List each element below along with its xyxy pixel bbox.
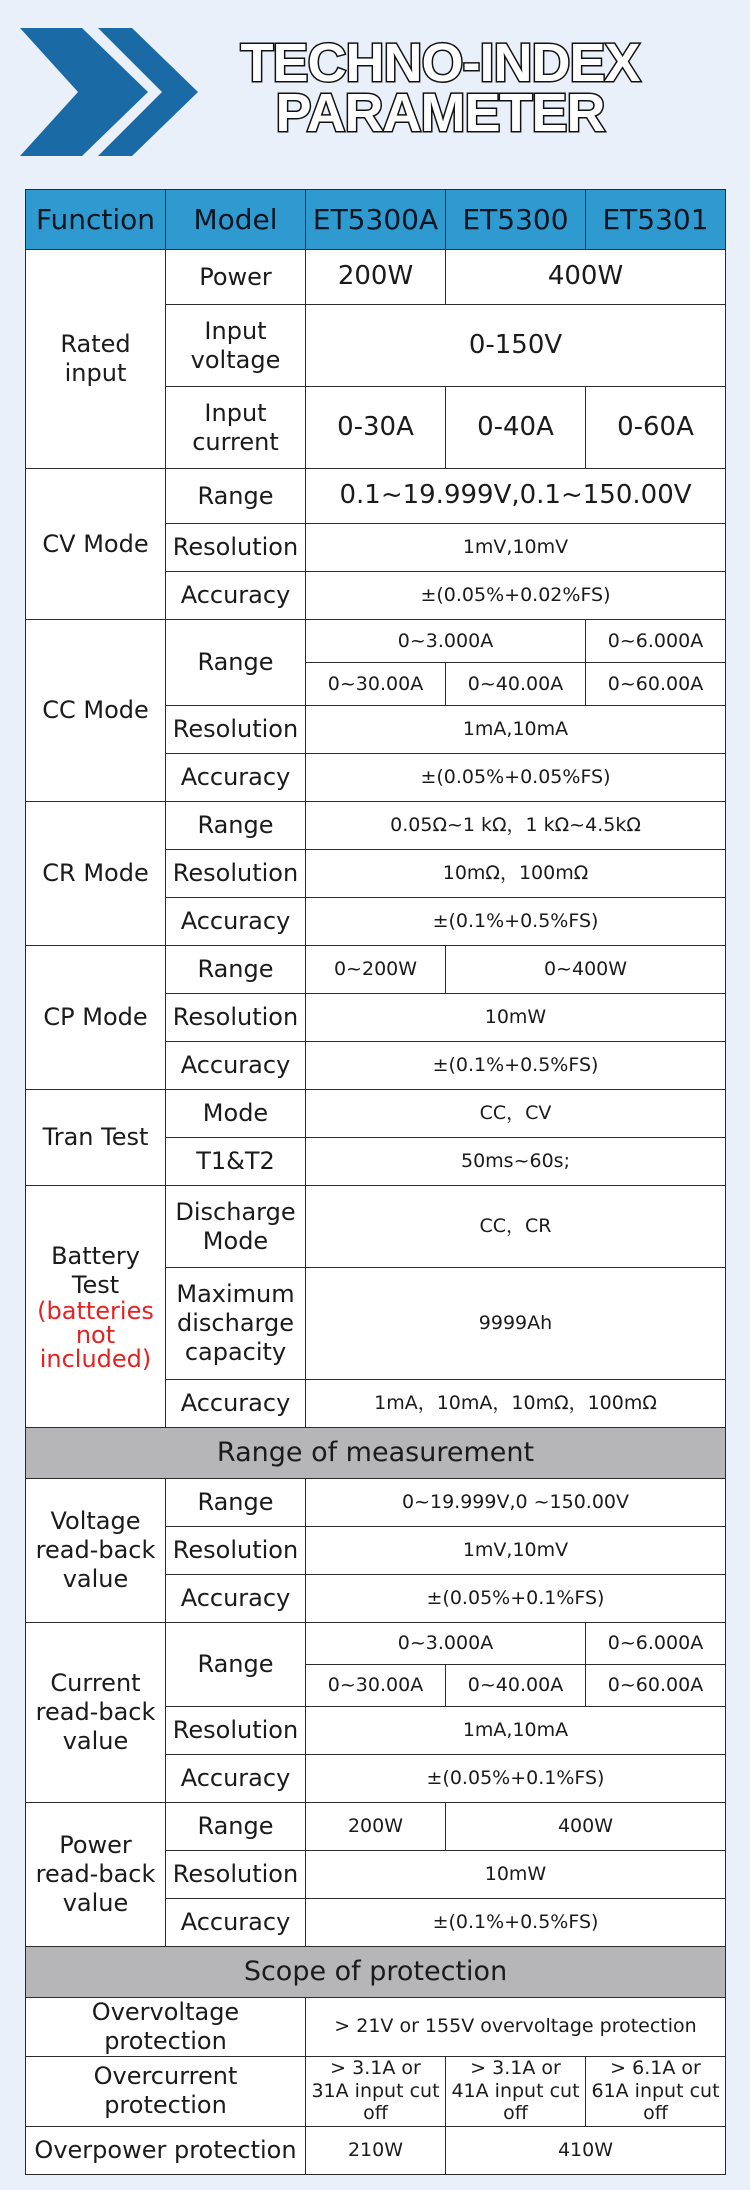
table-row: [26, 620, 726, 663]
param-label: T1&T2: [166, 1138, 306, 1186]
chevron-right-icon: [20, 22, 200, 162]
value-cell: 1mA，10mA，10mΩ，100mΩ: [306, 1380, 726, 1428]
spec-table: [25, 189, 726, 2175]
param-label: Accuracy: [166, 572, 306, 620]
value-cell: 9999Ah: [306, 1268, 726, 1380]
protection-label: Overpower protection: [26, 2126, 306, 2174]
title-line-1: TECHNO-INDEX: [240, 33, 640, 93]
param-label: Range: [166, 1479, 306, 1527]
value-cell: 0~3.000A: [306, 620, 586, 663]
value-cell: 0-150V: [306, 305, 726, 387]
value-cell: 0.1~19.999V,0.1~150.00V: [306, 469, 726, 524]
table-row: [26, 1186, 726, 1268]
table-row: [26, 2126, 726, 2174]
value-cell: ±(0.05%+0.02%FS): [306, 572, 726, 620]
param-label: Resolution: [166, 706, 306, 754]
param-label: Accuracy: [166, 1042, 306, 1090]
value-cell: 210W: [306, 2126, 446, 2174]
function-label: Rated input: [26, 250, 166, 469]
value-cell: 400W: [446, 1803, 726, 1851]
function-label: CV Mode: [26, 469, 166, 620]
value-cell: 0~6.000A: [586, 1623, 726, 1665]
param-label: Resolution: [166, 1527, 306, 1575]
value-cell: 50ms~60s;: [306, 1138, 726, 1186]
value-cell: > 21V or 155V overvoltage protection: [306, 1998, 726, 2057]
param-label: Accuracy: [166, 898, 306, 946]
value-cell: 0~6.000A: [586, 620, 726, 663]
value-cell: 1mA,10mA: [306, 1707, 726, 1755]
value-cell: ±(0.05%+0.05%FS): [306, 754, 726, 802]
param-label: Accuracy: [166, 1575, 306, 1623]
param-label: Maximum discharge capacity: [166, 1268, 306, 1380]
param-label: Mode: [166, 1090, 306, 1138]
battery-test-label: Battery Test: [51, 1241, 140, 1299]
function-label: Current read-back value: [26, 1623, 166, 1803]
value-cell: ±(0.05%+0.1%FS): [306, 1575, 726, 1623]
param-label: Range: [166, 802, 306, 850]
table-row: [26, 1623, 726, 1665]
table-row: [26, 469, 726, 524]
value-cell: 0~60.00A: [586, 663, 726, 706]
value-cell: 10mW: [306, 1851, 726, 1899]
value-cell: > 6.1A or 61A input cut off: [586, 2056, 726, 2126]
value-cell: 0~30.00A: [306, 1665, 446, 1707]
column-header: ET5300A: [306, 190, 446, 250]
param-label: Accuracy: [166, 1755, 306, 1803]
value-cell: 0-60A: [586, 387, 726, 469]
param-label: Accuracy: [166, 754, 306, 802]
value-cell: > 3.1A or 41A input cut off: [446, 2056, 586, 2126]
value-cell: 0~400W: [446, 946, 726, 994]
table-row: [26, 946, 726, 994]
value-cell: 0~40.00A: [446, 663, 586, 706]
table-row: [26, 1479, 726, 1527]
param-label: Discharge Mode: [166, 1186, 306, 1268]
value-cell: 0~3.000A: [306, 1623, 586, 1665]
param-label: Resolution: [166, 1851, 306, 1899]
param-label: Accuracy: [166, 1380, 306, 1428]
protection-label: Overcurrent protection: [26, 2056, 306, 2126]
value-cell: ±(0.05%+0.1%FS): [306, 1755, 726, 1803]
function-label: CC Mode: [26, 620, 166, 802]
value-cell: > 3.1A or 31A input cut off: [306, 2056, 446, 2126]
column-header: ET5300: [446, 190, 586, 250]
protection-label: Overvoltage protection: [26, 1998, 306, 2057]
value-cell: 0.05Ω~1 kΩ，1 kΩ~4.5kΩ: [306, 802, 726, 850]
column-header: ET5301: [586, 190, 726, 250]
function-label: [26, 1186, 166, 1428]
param-label: Accuracy: [166, 1899, 306, 1947]
value-cell: 410W: [446, 2126, 726, 2174]
value-cell: 0~30.00A: [306, 663, 446, 706]
param-label: Input voltage: [166, 305, 306, 387]
title-line-2: PARAMETER: [275, 83, 605, 143]
value-cell: 0~200W: [306, 946, 446, 994]
value-cell: 200W: [306, 250, 446, 305]
value-cell: 0~19.999V,0 ~150.00V: [306, 1479, 726, 1527]
param-label: Resolution: [166, 1707, 306, 1755]
param-label: Resolution: [166, 994, 306, 1042]
value-cell: 0~40.00A: [446, 1665, 586, 1707]
value-cell: 400W: [446, 250, 726, 305]
header-banner: [0, 0, 750, 185]
section-title: Scope of protection: [26, 1947, 726, 1998]
value-cell: 200W: [306, 1803, 446, 1851]
param-label: Power: [166, 250, 306, 305]
param-label: Range: [166, 946, 306, 994]
param-label: Input current: [166, 387, 306, 469]
value-cell: 1mA,10mA: [306, 706, 726, 754]
value-cell: 0~60.00A: [586, 1665, 726, 1707]
value-cell: ±(0.1%+0.5%FS): [306, 898, 726, 946]
function-label: Tran Test: [26, 1090, 166, 1186]
value-cell: ±(0.1%+0.5%FS): [306, 1042, 726, 1090]
function-label: Voltage read-back value: [26, 1479, 166, 1623]
value-cell: 1mV,10mV: [306, 524, 726, 572]
param-label: Range: [166, 1623, 306, 1707]
value-cell: 0-30A: [306, 387, 446, 469]
value-cell: CC，CR: [306, 1186, 726, 1268]
table-row: [26, 1090, 726, 1138]
value-cell: ±(0.1%+0.5%FS): [306, 1899, 726, 1947]
param-label: Resolution: [166, 850, 306, 898]
param-label: Range: [166, 469, 306, 524]
function-label: CP Mode: [26, 946, 166, 1090]
param-label: Range: [166, 1803, 306, 1851]
column-header: Model: [166, 190, 306, 250]
battery-note: (batteries not included): [37, 1297, 154, 1374]
function-label: CR Mode: [26, 802, 166, 946]
table-row: [26, 1998, 726, 2057]
section-header-row: [26, 1428, 726, 1479]
function-label: Power read-back value: [26, 1803, 166, 1947]
table-row: [26, 250, 726, 305]
value-cell: CC，CV: [306, 1090, 726, 1138]
table-row: [26, 2056, 726, 2126]
page-title: [180, 33, 700, 143]
value-cell: 0-40A: [446, 387, 586, 469]
value-cell: 1mV,10mV: [306, 1527, 726, 1575]
section-header-row: [26, 1947, 726, 1998]
table-header-row: [26, 190, 726, 250]
table-row: [26, 1803, 726, 1851]
param-label: Resolution: [166, 524, 306, 572]
table-row: [26, 802, 726, 850]
param-label: Range: [166, 620, 306, 706]
section-title: Range of measurement: [26, 1428, 726, 1479]
value-cell: 10mW: [306, 994, 726, 1042]
value-cell: 10mΩ，100mΩ: [306, 850, 726, 898]
column-header: Function: [26, 190, 166, 250]
